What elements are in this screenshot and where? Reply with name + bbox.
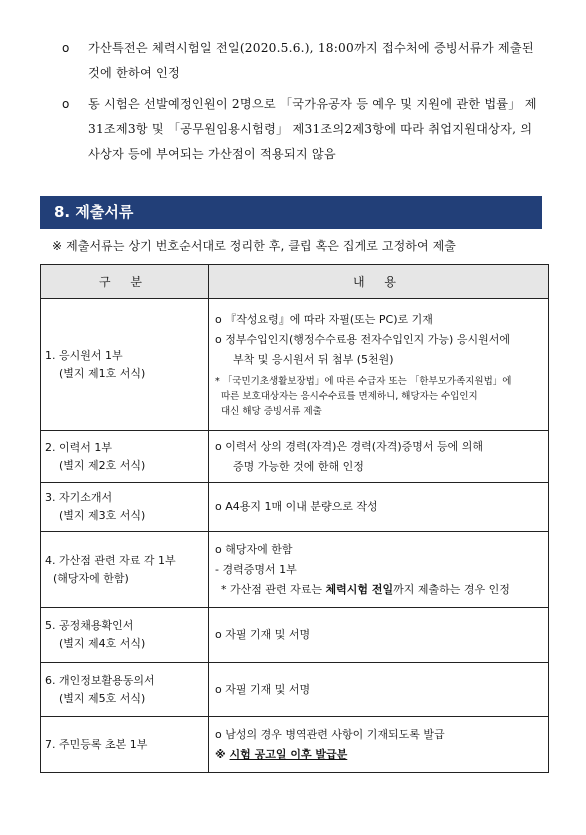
table-row bbox=[41, 608, 549, 663]
submission-note: ※ 제출서류는 상기 번호순서대로 정리한 후, 클립 혹은 집게로 고정하여 제출 bbox=[52, 239, 456, 253]
row-category: 2. 이력서 1부 (별지 제2호 서식) bbox=[41, 431, 209, 483]
bullet-mark: o bbox=[62, 97, 70, 111]
table-row bbox=[41, 663, 549, 717]
table-row bbox=[41, 717, 549, 773]
table-row bbox=[41, 299, 549, 431]
row-category: 6. 개인정보활용동의서 (별지 제5호 서식) bbox=[41, 663, 209, 717]
row-category: 4. 가산점 관련 자료 각 1부 (해당자에 한함) bbox=[41, 532, 209, 608]
row-category: 1. 응시원서 1부 (별지 제1호 서식) bbox=[41, 299, 209, 431]
row-content: o 해당자에 한함 - 경력증명서 1부 * 가산점 관련 자료는 체력시험 전일까지 제출하는 경우 인정 bbox=[209, 532, 549, 608]
row-content: o A4용지 1매 이내 분량으로 작성 bbox=[209, 483, 549, 532]
documents-table bbox=[40, 264, 549, 773]
row-content: o 남성의 경우 병역관련 사항이 기재되도록 발급 ※ 시험 공고일 이후 발급분 bbox=[209, 717, 549, 773]
bullet-bonus-not-applied bbox=[62, 92, 542, 167]
header-content: 내 용 bbox=[209, 265, 549, 299]
row-content: o 『작성요령』에 따라 자필(또는 PC)로 기재 o 정부수입인지(행정수수료용 전자수입인지 가능) 응시원서에 부착 및 응시원서 뒤 첨부 (5천원) * 「국민기초생활보장법」에 따른 수급자 또는 「한부모가족지원법」에 따른 보호대상자는 응시수수료를 면제하니, 해당자는 수입인지 대신 해당 증빙서류 제출 bbox=[209, 299, 549, 431]
table-header-row bbox=[41, 265, 549, 299]
section-heading: 8. 제출서류 bbox=[40, 196, 542, 229]
bullet-text: 동 시험은 선발예정인원이 2명으로 「국가유공자 등 예우 및 지원에 관한 법률」 제31조제3항 및 「공무원임용시험령」 제31조의2제3항에 따라 취업지원대상자, 의사상자 등에 부여되는 가산점이 적용되지 않음 bbox=[88, 97, 537, 161]
emphasis-text: 체력시험 전일 bbox=[325, 582, 394, 596]
row-category: 3. 자기소개서 (별지 제3호 서식) bbox=[41, 483, 209, 532]
emphasis-text: 시험 공고일 이후 발급분 bbox=[229, 747, 348, 761]
bullet-mark: o bbox=[62, 41, 70, 55]
bullet-text: 가산특전은 체력시험일 전일(2020.5.6.), 18:00까지 접수처에 증빙서류가 제출된 것에 한하여 인정 bbox=[88, 41, 534, 80]
table-row bbox=[41, 483, 549, 532]
row-content: o 자필 기재 및 서명 bbox=[209, 608, 549, 663]
header-category: 구 분 bbox=[41, 265, 209, 299]
bullet-bonus-deadline bbox=[62, 36, 542, 86]
row-content: o 자필 기재 및 서명 bbox=[209, 663, 549, 717]
row-category: 5. 공정채용확인서 (별지 제4호 서식) bbox=[41, 608, 209, 663]
table-row bbox=[41, 532, 549, 608]
row-category: 7. 주민등록 초본 1부 bbox=[41, 717, 209, 773]
table-row bbox=[41, 431, 549, 483]
row-content: o 이력서 상의 경력(자격)은 경력(자격)증명서 등에 의해 증명 가능한 것에 한해 인정 bbox=[209, 431, 549, 483]
